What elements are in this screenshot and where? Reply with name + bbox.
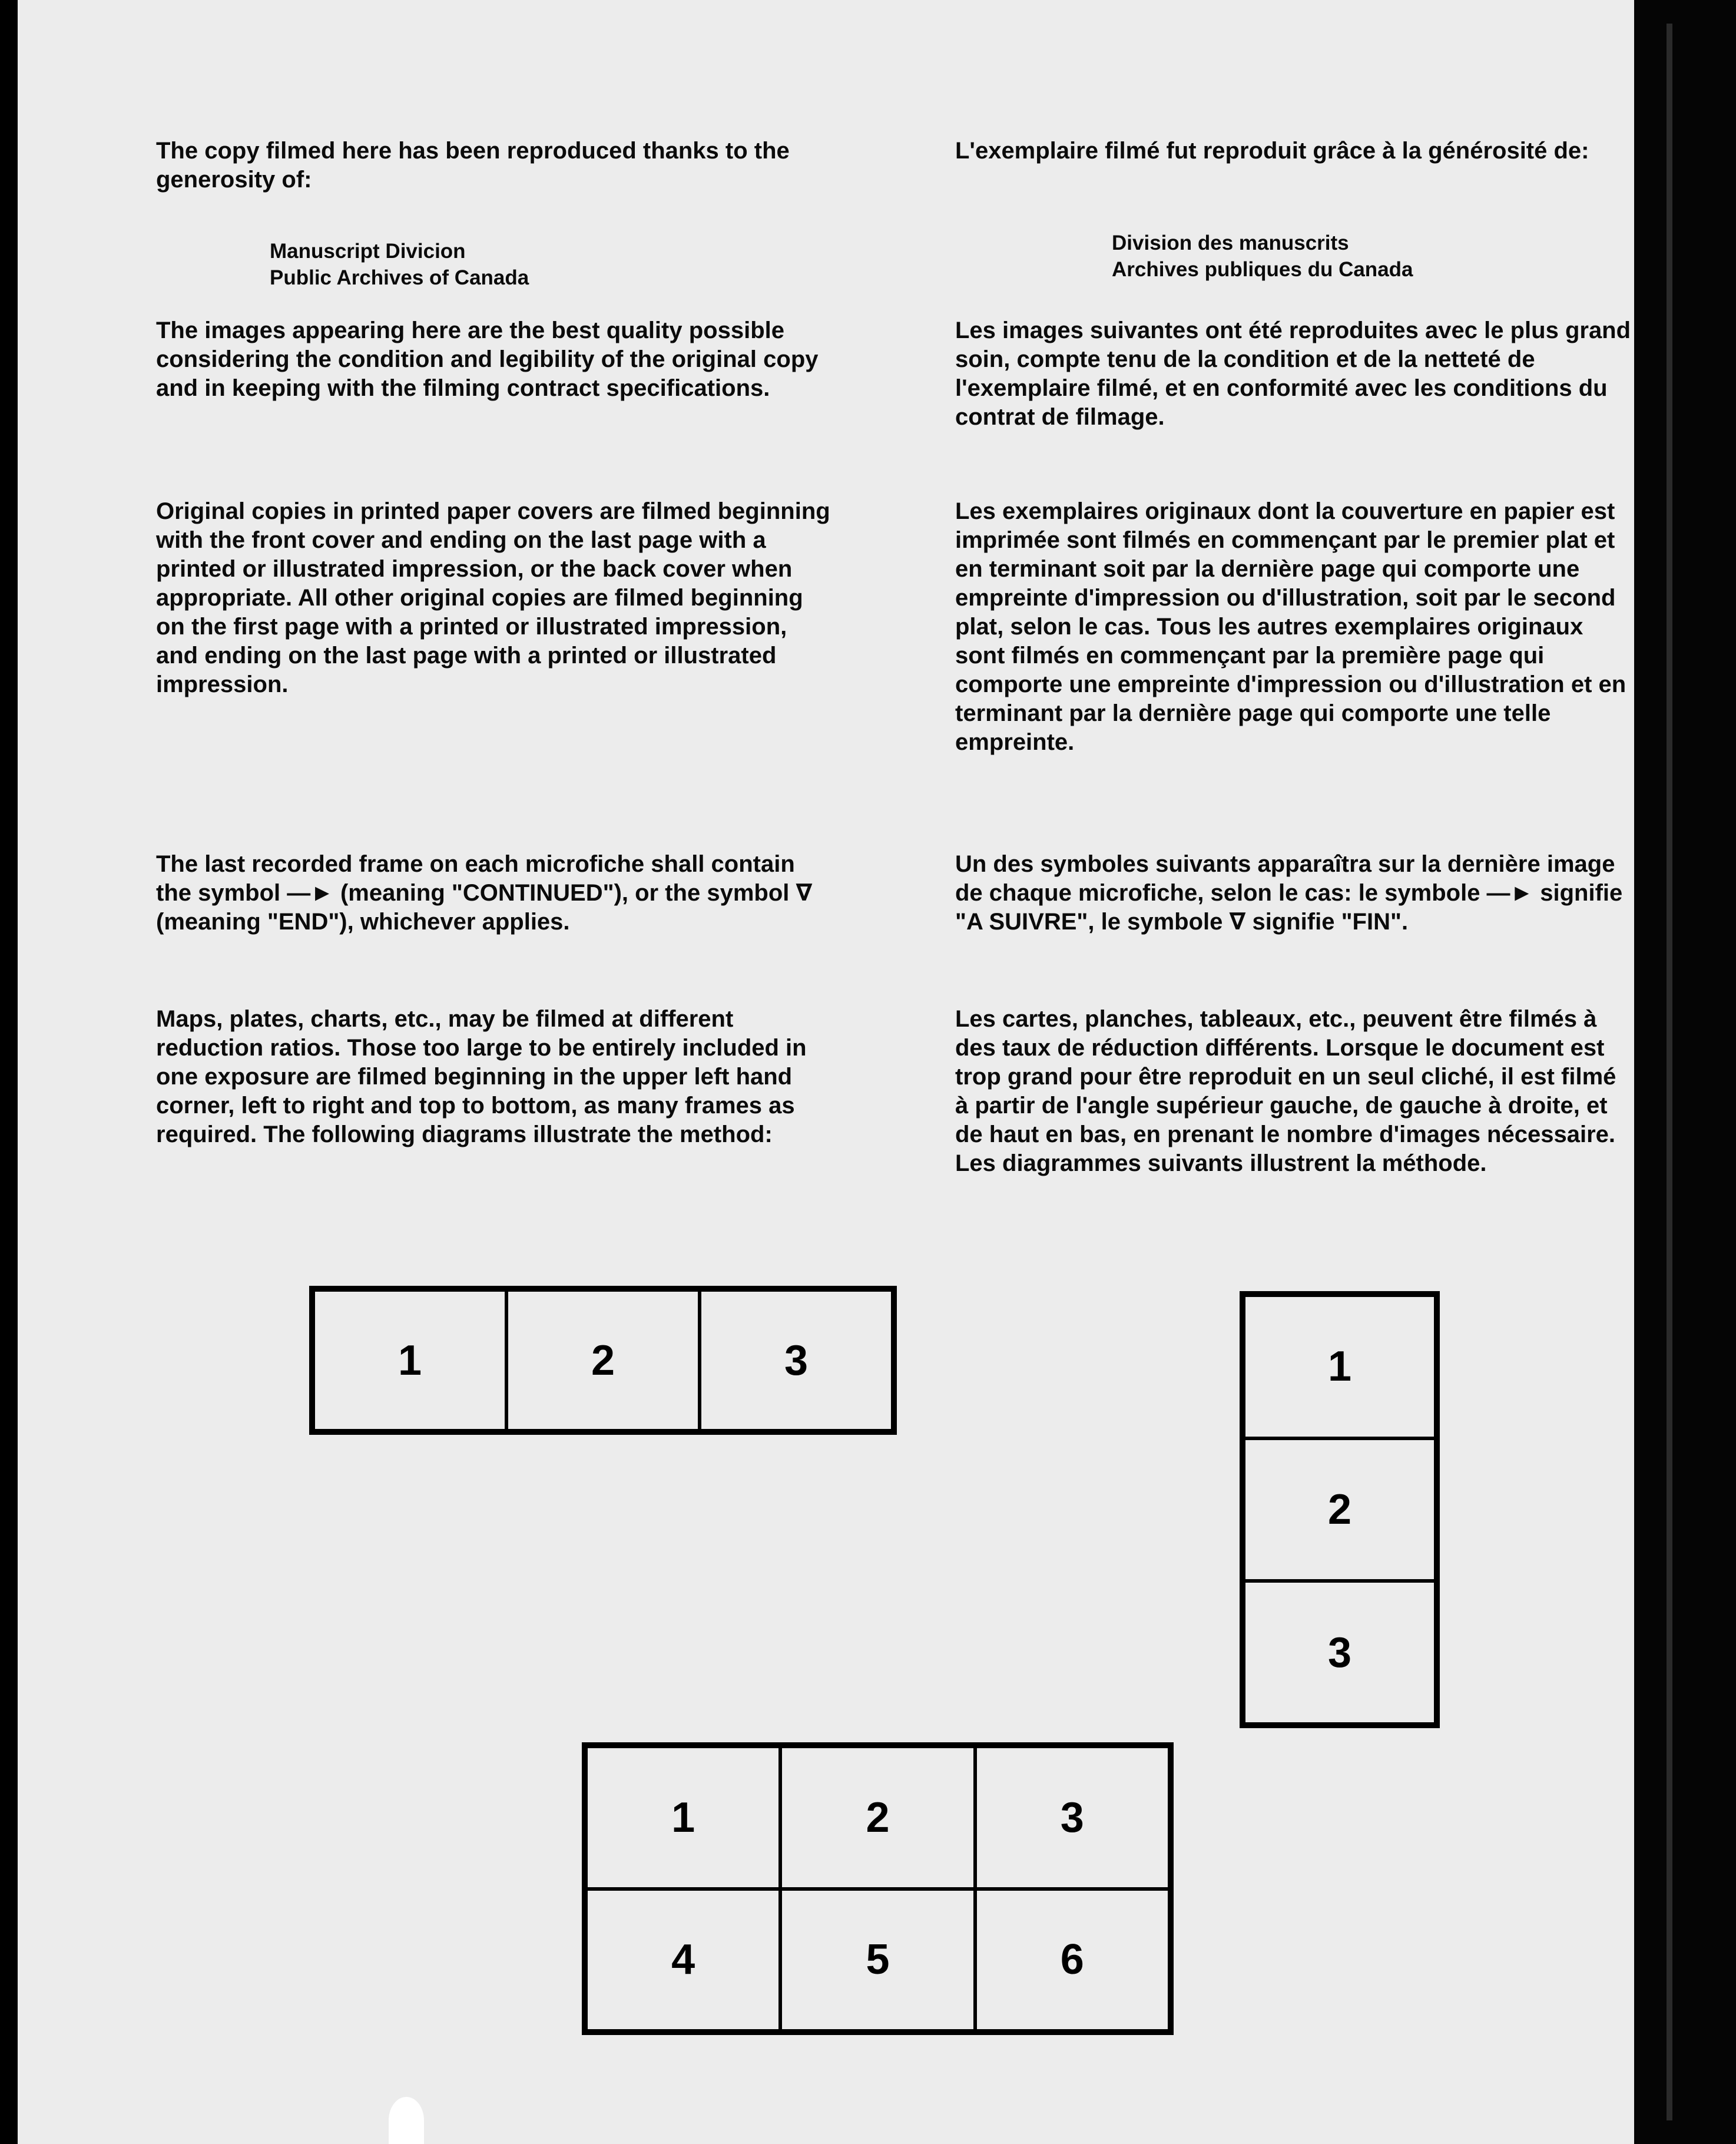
film-edge-line [1667,24,1672,2120]
french-institution-line2: Archives publiques du Canada [1112,258,1413,281]
frame-cell: 2 [506,1290,700,1431]
frame-cell: 4 [586,1889,780,2031]
english-maps-text: Maps, plates, charts, etc., may be filmed at different reduction ratios. Those too large to be entirely included in one exposure are filmed beginning in the upper left hand corner, left to right and top to bottom, as many frames as required. The following diagrams illustrate the method: [156,1006,807,1147]
film-border [1634,0,1736,2144]
english-quality-text: The images appearing here are the best quality possible considering the condition and legibility of the original copy and in keeping with the filming contract specifications. [156,317,819,401]
frame-cell: 5 [780,1889,975,2031]
frame-cell: 2 [780,1746,975,1889]
english-intro [156,137,833,194]
french-intro [955,137,1632,166]
diagram-vertical [1240,1291,1440,1728]
french-intro-text: L'exemplaire filmé fut reproduit grâce à la générosité de: [955,138,1589,164]
frame-cell: 1 [1244,1295,1436,1438]
french-last-frame [955,850,1632,937]
english-original-copies-text: Original copies in printed paper covers are filmed beginning with the front cover and ending on the last page with a printed or illustrated impression, or the back cover when appropriate. All other original copies are filmed beginning on the first page with a printed or illustrated impression, and ending on the last page with a printed or illustrated impression. [156,498,830,697]
frame-cell: 3 [1244,1581,1436,1724]
english-last-frame [156,850,833,937]
french-quality [955,316,1632,432]
frame-cell: 2 [1244,1438,1436,1581]
french-last-frame-text: Un des symboles suivants apparaîtra sur la dernière image de chaque microfiche, selon le cas: le symbole —► signifie "A SUIVRE", le symbole ∇ signifie "FIN". [955,851,1623,935]
english-institution-line1: Manuscript Divicion [270,240,466,263]
french-institution [1112,230,1736,283]
english-institution-line2: Public Archives of Canada [270,266,529,289]
diagram-horizontal [309,1286,897,1435]
english-original-copies [156,497,833,699]
diagram-grid [582,1742,1174,2035]
english-maps [156,1005,833,1149]
frame-cell: 1 [313,1290,506,1431]
french-original-copies [955,497,1632,757]
french-original-copies-text: Les exemplaires originaux dont la couverture en papier est imprimée sont filmés en commençant par le premier plat et en terminant soit par la dernière page qui comporte une empreinte d'impression ou d'illustration, soit par le second plat, selon le cas. Tous les autres exemplaires originaux sont filmés en commençant par la première page qui comporte une empreinte d'impression ou d'illustration et en terminant par la dernière page qui comporte une telle empreinte. [955,498,1626,755]
frame-cell: 1 [586,1746,780,1889]
french-maps-text: Les cartes, planches, tableaux, etc., peuvent être filmés à des taux de réduction différents. Lorsque le document est trop grand pour être reproduit en un seul cliché, il est filmé à partir de l'angle supérieur gauche, de gauche à droite, et de haut en bas, en prenant le nombre d'images nécessaire. Les diagrammes suivants illustrent la méthode. [955,1006,1616,1176]
frame-cell: 3 [975,1746,1170,1889]
english-quality [156,316,833,403]
french-maps [955,1005,1632,1178]
frame-cell: 6 [975,1889,1170,2031]
film-speck [389,2097,424,2144]
french-institution-line1: Division des manuscrits [1112,231,1349,254]
french-quality-text: Les images suivantes ont été reproduites avec le plus grand soin, compte tenu de la condition et de la netteté de l'exemplaire filmé, et en conformité avec les conditions du contrat de filmage. [955,317,1631,430]
english-last-frame-text: The last recorded frame on each microfiche shall contain the symbol —► (meaning "CONTINUED"), or the symbol ∇ (meaning "END"), whichever applies. [156,851,813,935]
frame-cell: 3 [700,1290,893,1431]
english-intro-text: The copy filmed here has been reproduced thanks to the generosity of: [156,138,790,193]
english-institution [270,238,947,291]
